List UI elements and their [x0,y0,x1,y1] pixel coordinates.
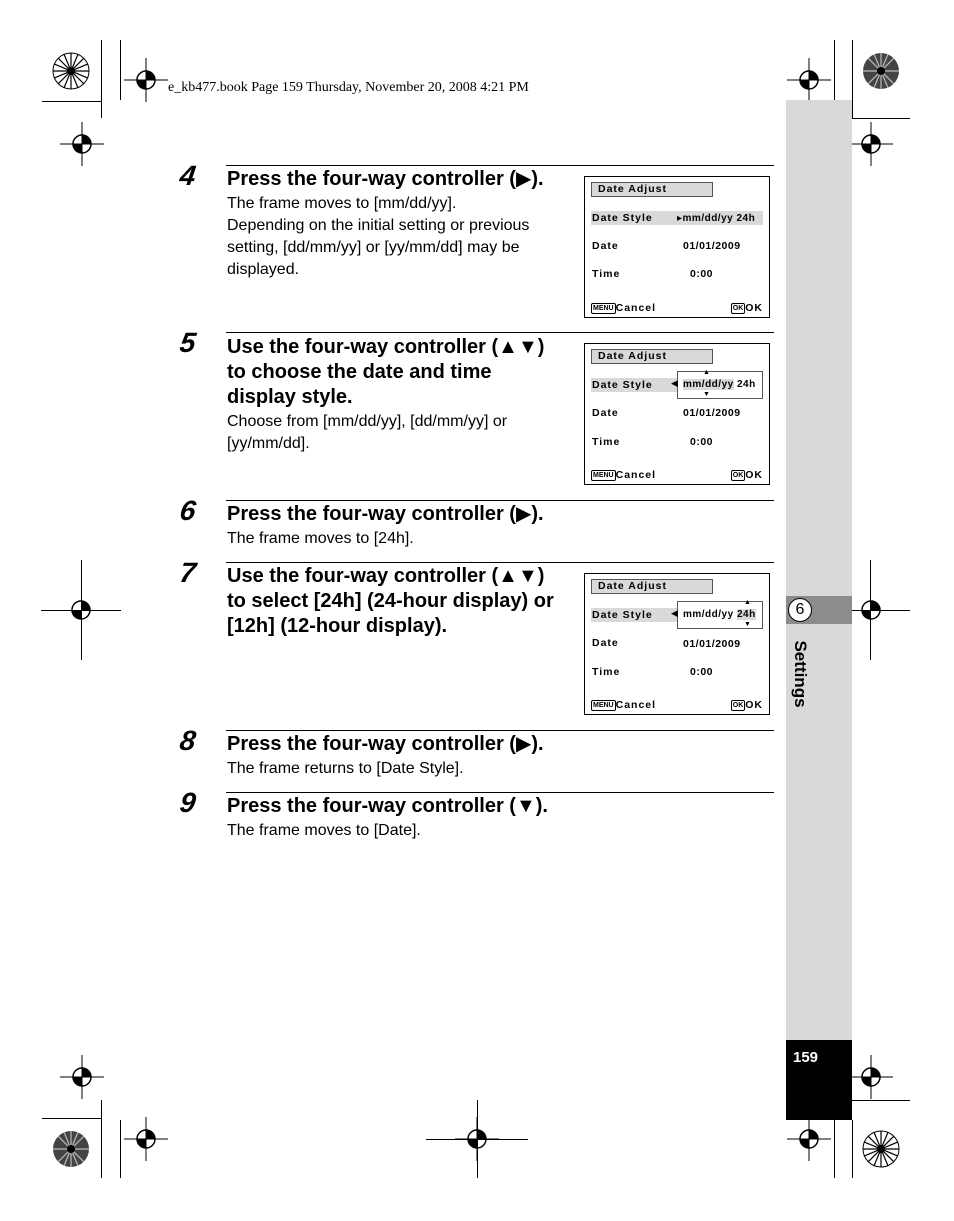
step-number: 7 [177,557,198,588]
camera-screen [584,343,770,485]
left-arrow-icon: ◀ [671,608,679,618]
date-style-label: Date Style [592,212,653,224]
registration-mark-icon [60,1055,104,1099]
time-label: Time [592,268,621,280]
up-arrow-icon: ▲ [744,599,752,606]
step-body: The frame moves to [mm/dd/yy]. Depending on the initial setting or previous setting, [dd/mm/yy] or [yy/mm/dd] may be displayed. [227,195,530,278]
step-divider [226,332,774,333]
crop-mark [477,1100,478,1178]
registration-mark-icon [60,122,104,166]
time-label: Time [592,436,621,448]
color-wheel-icon [52,52,90,90]
ok-key-icon: OK [732,702,744,709]
step-body: The frame returns to [Date Style]. [227,760,464,777]
date-label: Date [592,637,619,649]
color-wheel-icon [52,1130,90,1168]
step-number: 8 [177,725,198,756]
date-value: 01/01/2009 [683,240,741,252]
date-style-label: Date Style [592,379,653,391]
registration-mark-icon [59,588,103,632]
time-value: 0:00 [690,436,714,448]
step-divider [226,562,774,563]
date-label: Date [592,240,619,252]
menu-key-icon: MENU [593,305,614,312]
registration-mark-icon [124,58,168,102]
chapter-label: Settings [791,640,810,708]
up-arrow-icon: ▲ [703,369,711,376]
left-arrow-icon: ◀ [671,378,679,388]
registration-mark-icon [124,1117,168,1161]
cancel-hint: MENU Cancel [593,302,657,314]
date-label: Date [592,407,619,419]
step-divider [226,165,774,166]
book-header: e_kb477.book Page 159 Thursday, November 20, 2008 4:21 PM [168,80,529,95]
date-value: 01/01/2009 [683,407,741,419]
step-title: Press the four-way controller (▶). [227,168,544,190]
menu-key-icon: MENU [593,702,614,709]
registration-mark-icon [849,122,893,166]
ok-hint: OK OK [732,302,763,314]
time-value: 0:00 [690,268,714,280]
date-style-value: mm/dd/yy 24h [683,379,756,390]
screen-tab: Date Adjust [591,182,713,197]
step-title: Press the four-way controller (▶). [227,503,544,525]
step-body: Choose from [mm/dd/yy], [dd/mm/yy] or [yy/mm/dd]. [227,413,508,452]
screen-tab: Date Adjust [591,579,713,594]
cancel-hint: MENU Cancel [593,699,657,711]
camera-screen [584,573,770,715]
step-body: The frame moves to [Date]. [227,822,421,839]
right-arrow-icon: ▸ [677,213,683,224]
registration-mark-icon [787,1117,831,1161]
step-title: Use the four-way controller (▲▼) to select [24h] (24-hour display) or [12h] (12-hour display). [227,565,554,637]
date-style-value: ▸mm/dd/yy 24h [677,213,756,224]
ok-hint: OK OK [732,699,763,711]
chapter-number: 6 [788,598,812,622]
step-title: Press the four-way controller (▶). [227,733,544,755]
cancel-hint: MENU Cancel [593,469,657,481]
down-arrow-icon: ▼ [703,391,711,398]
date-value: 01/01/2009 [683,638,741,650]
registration-mark-icon [849,588,893,632]
step-title: Press the four-way controller (▼). [227,795,548,817]
ok-key-icon: OK [732,305,744,312]
registration-mark-icon [849,1055,893,1099]
camera-screen [584,176,770,318]
date-style-label: Date Style [592,609,653,621]
step-number: 5 [177,327,198,358]
ok-key-icon: OK [732,472,744,479]
step-number: 4 [177,160,198,191]
step-number: 6 [177,495,198,526]
color-wheel-icon [862,1130,900,1168]
step-title: Use the four-way controller (▲▼) to choose the date and time display style. [227,336,545,408]
page-number: 159 [793,1049,819,1066]
step-number: 9 [177,787,198,818]
menu-key-icon: MENU [593,472,614,479]
time-label: Time [592,666,621,678]
step-divider [226,792,774,793]
date-style-value: mm/dd/yy 24h [683,609,756,620]
screen-tab: Date Adjust [591,349,713,364]
time-value: 0:00 [690,666,714,678]
color-wheel-icon [862,52,900,90]
registration-mark-icon [787,58,831,102]
down-arrow-icon: ▼ [744,621,752,628]
step-divider [226,500,774,501]
step-divider [226,730,774,731]
step-body: The frame moves to [24h]. [227,530,414,547]
ok-hint: OK OK [732,469,763,481]
